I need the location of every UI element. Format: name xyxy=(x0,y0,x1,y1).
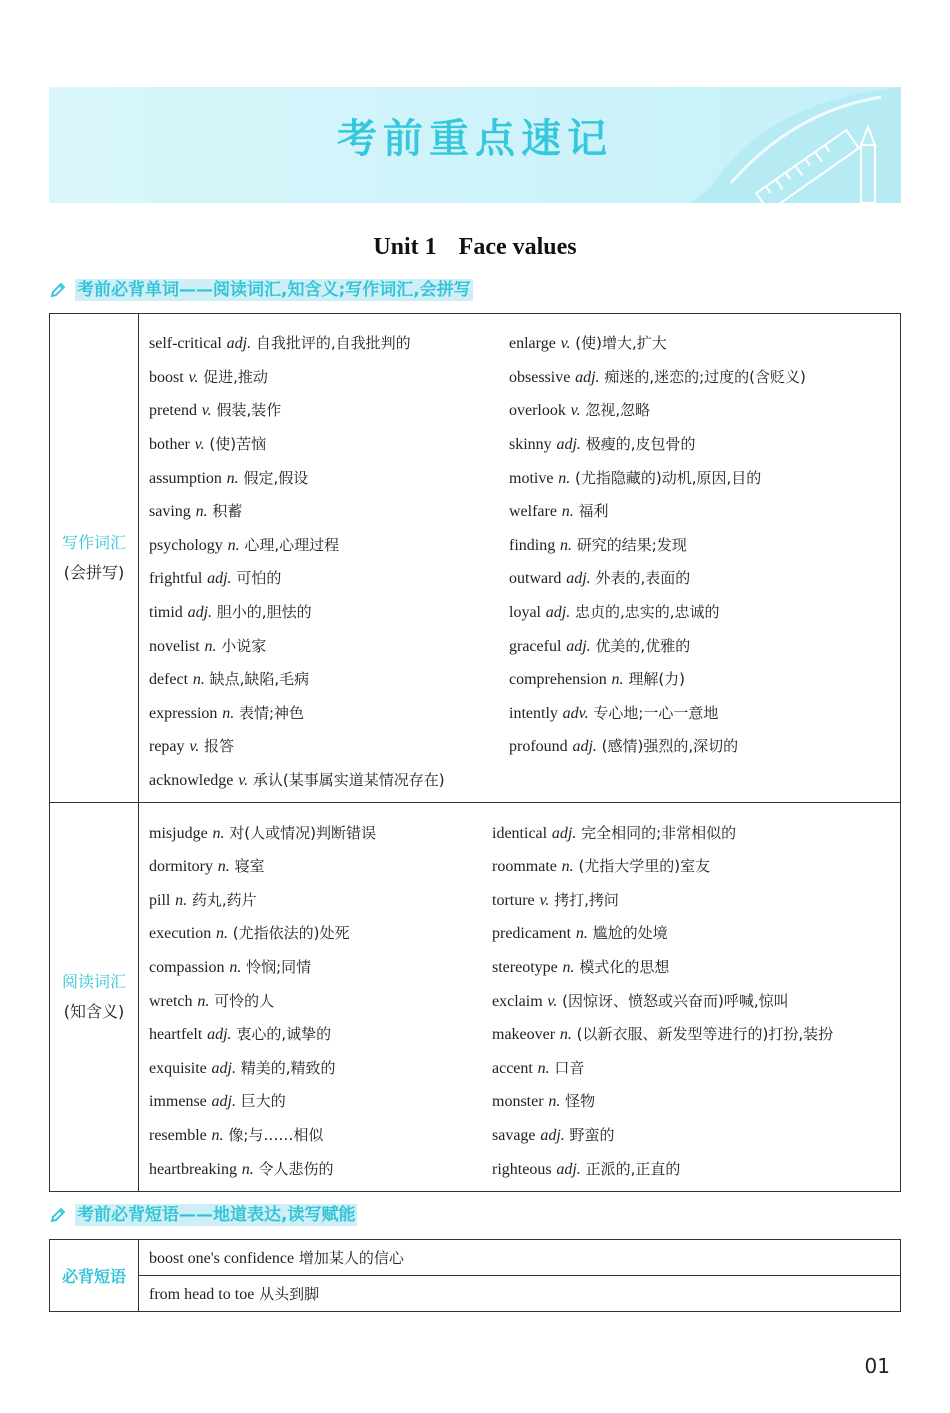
vocab-word: exclaim xyxy=(492,992,543,1010)
vocab-meaning: 报答 xyxy=(204,737,235,756)
vocab-word: outward xyxy=(509,570,562,588)
reading-section xyxy=(50,803,901,1192)
vocab-entry xyxy=(492,956,669,977)
vocab-meaning: 口音 xyxy=(554,1058,585,1077)
vocab-meaning: 拷打,拷问 xyxy=(554,890,619,909)
vocab-row xyxy=(149,561,890,595)
vocab-word: righteous xyxy=(492,1160,552,1178)
vocab-word: saving xyxy=(149,503,191,521)
vocab-entry xyxy=(149,500,509,521)
vocab-entry xyxy=(509,433,695,454)
vocab-pos: n. xyxy=(561,858,574,876)
vocab-meaning: 研究的结果;发现 xyxy=(576,535,687,554)
vocab-pos: adj. xyxy=(566,570,591,588)
vocab-word: misjudge xyxy=(149,824,208,842)
vocab-word: heartbreaking xyxy=(149,1160,237,1178)
vocab-entry xyxy=(492,1023,833,1044)
writing-category-name: 写作词汇 xyxy=(61,533,126,553)
vocab-entry xyxy=(509,332,667,353)
section-heading-phrases xyxy=(49,1204,357,1226)
vocab-pos: adj. xyxy=(545,604,571,622)
vocab-row xyxy=(149,595,890,629)
vocab-entry xyxy=(492,855,710,876)
phrases-table xyxy=(49,1239,901,1312)
vocab-row xyxy=(149,1084,890,1118)
vocab-entry xyxy=(149,855,492,876)
vocab-word: pretend xyxy=(149,402,197,420)
vocab-entry xyxy=(492,990,789,1011)
vocab-meaning: (感情)强烈的,深切的 xyxy=(601,737,739,756)
vocab-word: pill xyxy=(149,891,171,909)
vocab-word: intently xyxy=(509,704,558,722)
vocab-entry xyxy=(509,500,609,521)
vocab-word: expression xyxy=(149,704,218,722)
vocab-meaning: 野蛮的 xyxy=(569,1125,615,1144)
vocab-pos: n. xyxy=(562,958,575,976)
vocab-row xyxy=(149,1118,890,1152)
unit-name: Face values xyxy=(458,234,577,260)
vocab-pos: n. xyxy=(548,1093,561,1111)
vocab-word: acknowledge xyxy=(149,772,234,790)
vocab-pos: n. xyxy=(558,469,571,487)
page-number: 01 xyxy=(864,1354,890,1378)
pencil-icon xyxy=(49,281,67,299)
writing-category-sub: (会拼写) xyxy=(63,563,125,583)
vocab-pos: v. xyxy=(570,402,581,420)
vocab-pos: v. xyxy=(539,891,550,909)
pencil-icon xyxy=(49,1206,67,1224)
unit-title xyxy=(0,234,950,261)
vocab-pos: adj. xyxy=(207,1026,232,1044)
vocab-row xyxy=(149,494,890,528)
vocab-word: finding xyxy=(509,536,556,554)
vocab-entry xyxy=(149,668,509,689)
vocab-meaning: 完全相同的;非常相似的 xyxy=(581,823,737,842)
vocab-pos: v. xyxy=(189,738,200,756)
vocab-word: profound xyxy=(509,738,568,756)
vocab-word: bother xyxy=(149,436,190,454)
vocab-meaning: 忽视,忽略 xyxy=(585,401,651,420)
vocab-pos: adj. xyxy=(211,1093,236,1111)
vocab-pos: adj. xyxy=(226,335,252,353)
vocab-row xyxy=(149,528,890,562)
vocab-meaning: 承认(某事属实道某情况存在) xyxy=(252,771,445,790)
vocab-meaning: 像;与……相似 xyxy=(228,1125,324,1144)
vocab-pos: n. xyxy=(175,891,188,909)
vocab-pos: n. xyxy=(226,469,239,487)
vocab-word: novelist xyxy=(149,637,200,655)
vocab-row xyxy=(149,393,890,427)
vocab-row xyxy=(149,950,890,984)
vocab-pos: v. xyxy=(560,335,571,353)
reading-category-sub: (知含义) xyxy=(63,1002,125,1022)
vocab-word: self-critical xyxy=(149,335,222,353)
vocab-pos: n. xyxy=(611,671,624,689)
vocab-meaning: (尤指隐藏的)动机,原因,目的 xyxy=(575,468,762,487)
vocab-entry xyxy=(492,1124,615,1145)
writing-words xyxy=(139,314,901,803)
vocab-entry xyxy=(509,467,761,488)
vocab-row xyxy=(149,1050,890,1084)
vocab-pos: n. xyxy=(575,925,588,943)
vocab-entry xyxy=(149,399,509,420)
vocab-word: graceful xyxy=(509,637,562,655)
vocab-pos: n. xyxy=(227,536,240,554)
vocab-meaning: 表情;神色 xyxy=(239,703,305,722)
vocab-pos: n. xyxy=(559,1026,572,1044)
vocab-entry xyxy=(149,534,509,555)
vocab-pos: n. xyxy=(222,704,235,722)
vocab-meaning: (尤指大学里的)室友 xyxy=(578,857,711,876)
vocab-word: monster xyxy=(492,1093,544,1111)
vocab-meaning: 小说家 xyxy=(221,636,267,655)
phrase-en: boost one's confidence xyxy=(149,1250,295,1267)
vocab-entry xyxy=(149,769,509,790)
vocab-meaning: 极瘦的,皮包骨的 xyxy=(585,435,696,454)
vocab-meaning: 怜悯;同情 xyxy=(246,957,312,976)
vocab-meaning: 可怕的 xyxy=(236,569,282,588)
vocab-word: makeover xyxy=(492,1026,556,1044)
vocab-word: enlarge xyxy=(509,335,556,353)
vocab-entry xyxy=(149,702,509,723)
writing-category xyxy=(50,314,139,803)
vocab-word: obsessive xyxy=(509,368,571,386)
vocab-meaning: 自我批评的,自我批判的 xyxy=(255,334,411,353)
vocab-pos: n. xyxy=(215,925,228,943)
vocab-word: assumption xyxy=(149,469,222,487)
section-heading-text: 考前必背单词——阅读词汇,知含义;写作词汇,会拼写 xyxy=(77,280,471,300)
vocab-entry xyxy=(149,332,509,353)
vocab-meaning: 对(人或情况)判断错误 xyxy=(229,823,376,842)
vocab-pos: n. xyxy=(241,1160,254,1178)
vocab-row xyxy=(149,1017,890,1051)
title-banner xyxy=(49,87,901,203)
vocab-entry xyxy=(149,366,509,387)
vocab-entry xyxy=(509,635,690,656)
vocab-entry xyxy=(509,567,690,588)
vocab-word: defect xyxy=(149,671,189,689)
vocab-entry xyxy=(149,735,509,756)
vocab-word: timid xyxy=(149,604,183,622)
vocab-pos: adj. xyxy=(566,637,591,655)
vocab-pos: n. xyxy=(561,503,574,521)
vocab-meaning: (使)增大,扩大 xyxy=(575,334,667,353)
vocab-entry xyxy=(149,956,492,977)
vocab-meaning: 促进,推动 xyxy=(203,367,268,386)
vocab-word: motive xyxy=(509,469,554,487)
vocab-row xyxy=(149,729,890,763)
vocab-row xyxy=(149,883,890,917)
vocab-meaning: 假定,假设 xyxy=(243,468,309,487)
vocab-entry xyxy=(149,922,492,943)
vocab-entry xyxy=(509,735,738,756)
phrase-en: from head to toe xyxy=(149,1286,255,1303)
vocab-row xyxy=(149,427,890,461)
vocab-meaning: (因惊讶、愤怒或兴奋而)呼喊,惊叫 xyxy=(562,991,789,1010)
vocab-entry xyxy=(509,702,718,723)
vocab-entry xyxy=(509,399,650,420)
vocab-word: predicament xyxy=(492,925,572,943)
vocab-pos: adj. xyxy=(572,738,597,756)
vocab-entry xyxy=(492,1158,680,1179)
vocab-meaning: 模式化的思想 xyxy=(579,957,670,976)
vocab-row xyxy=(149,1151,890,1185)
vocab-word: resemble xyxy=(149,1126,207,1144)
phrase-zh: 增加某人的信心 xyxy=(298,1249,404,1267)
vocab-meaning: 衷心的,诚挚的 xyxy=(236,1025,332,1044)
vocab-pos: adj. xyxy=(575,368,600,386)
vocab-entry xyxy=(149,601,509,622)
vocab-entry xyxy=(149,822,492,843)
vocab-row xyxy=(149,360,890,394)
vocab-meaning: 忠贞的,忠实的,忠诚的 xyxy=(575,603,720,622)
vocab-pos: v. xyxy=(188,368,199,386)
vocab-meaning: 精美的,精致的 xyxy=(240,1058,336,1077)
vocab-row xyxy=(149,460,890,494)
vocab-pos: n. xyxy=(195,503,208,521)
vocab-meaning: (尤指依法的)处死 xyxy=(232,924,350,943)
vocab-word: frightful xyxy=(149,570,203,588)
vocab-table xyxy=(49,313,901,1192)
section-heading-text: 考前必背短语——地道表达,读写赋能 xyxy=(77,1205,356,1225)
vocab-pos: adj. xyxy=(207,570,232,588)
vocab-meaning: 痴迷的,迷恋的;过度的(含贬义) xyxy=(604,367,806,386)
phrases-category: 必背短语 xyxy=(50,1240,139,1312)
vocab-word: accent xyxy=(492,1059,533,1077)
vocab-meaning: 怪物 xyxy=(565,1092,596,1111)
vocab-pos: adj. xyxy=(540,1126,565,1144)
vocab-entry xyxy=(149,433,509,454)
vocab-pos: v. xyxy=(547,992,558,1010)
vocab-entry xyxy=(492,822,736,843)
vocab-pos: v. xyxy=(201,402,212,420)
vocab-row xyxy=(149,983,890,1017)
vocab-meaning: 专心地;一心一意地 xyxy=(593,703,719,722)
vocab-word: repay xyxy=(149,738,185,756)
vocab-word: execution xyxy=(149,925,212,943)
vocab-meaning: 可怜的人 xyxy=(214,991,275,1010)
vocab-word: boost xyxy=(149,368,184,386)
vocab-meaning: (使)苦恼 xyxy=(209,435,267,454)
vocab-meaning: 外表的,表面的 xyxy=(595,569,691,588)
vocab-entry xyxy=(149,1090,492,1111)
vocab-entry xyxy=(149,990,492,1011)
vocab-entry xyxy=(149,1158,492,1179)
vocab-entry xyxy=(149,889,492,910)
vocab-word: wretch xyxy=(149,992,193,1010)
vocab-row xyxy=(149,763,890,797)
vocab-entry xyxy=(509,534,687,555)
vocab-row xyxy=(149,628,890,662)
vocab-entry xyxy=(492,1057,584,1078)
vocab-word: welfare xyxy=(509,503,557,521)
vocab-row xyxy=(149,326,890,360)
vocab-word: savage xyxy=(492,1126,536,1144)
vocab-entry xyxy=(509,601,720,622)
vocab-entry xyxy=(149,567,509,588)
vocab-word: torture xyxy=(492,891,535,909)
phrase-row xyxy=(139,1276,901,1312)
vocab-word: skinny xyxy=(509,436,552,454)
reading-category-name: 阅读词汇 xyxy=(61,972,126,992)
vocab-meaning: 巨大的 xyxy=(240,1092,286,1111)
phrase-row xyxy=(139,1240,901,1276)
vocab-word: psychology xyxy=(149,536,223,554)
vocab-word: comprehension xyxy=(509,671,607,689)
vocab-pos: n. xyxy=(211,1126,224,1144)
vocab-entry xyxy=(492,1090,595,1111)
vocab-word: exquisite xyxy=(149,1059,207,1077)
vocab-meaning: 胆小的,胆怯的 xyxy=(216,603,312,622)
vocab-meaning: 正派的,正直的 xyxy=(585,1159,681,1178)
vocab-word: overlook xyxy=(509,402,566,420)
vocab-word: stereotype xyxy=(492,958,558,976)
vocab-pos: n. xyxy=(217,858,230,876)
vocab-meaning: 福利 xyxy=(578,502,609,521)
vocab-pos: n. xyxy=(560,536,572,554)
vocab-meaning: 心理,心理过程 xyxy=(244,535,340,554)
vocab-meaning: 假装,装作 xyxy=(216,401,282,420)
vocab-pos: adj. xyxy=(211,1059,236,1077)
vocab-pos: adv. xyxy=(562,704,589,722)
vocab-pos: n. xyxy=(537,1059,550,1077)
banner-title: 考前重点速记 xyxy=(337,116,613,162)
vocab-entry xyxy=(149,1124,492,1145)
vocab-entry xyxy=(149,467,509,488)
vocab-pos: adj. xyxy=(556,1160,581,1178)
unit-label: Unit 1 xyxy=(373,234,437,260)
vocab-word: compassion xyxy=(149,958,225,976)
vocab-meaning: 优美的,优雅的 xyxy=(595,636,691,655)
vocab-row xyxy=(149,696,890,730)
vocab-row xyxy=(149,849,890,883)
vocab-meaning: 药丸,药片 xyxy=(191,890,257,909)
vocab-entry xyxy=(149,1057,492,1078)
vocab-pos: n. xyxy=(212,824,225,842)
vocab-entry xyxy=(509,366,806,387)
vocab-entry xyxy=(492,889,619,910)
vocab-pos: n. xyxy=(229,958,242,976)
vocab-pos: v. xyxy=(194,436,205,454)
vocab-entry xyxy=(492,922,668,943)
vocab-row xyxy=(149,662,890,696)
vocab-word: heartfelt xyxy=(149,1026,203,1044)
vocab-meaning: 令人悲伤的 xyxy=(258,1159,334,1178)
vocab-word: dormitory xyxy=(149,858,213,876)
phrase-zh: 从头到脚 xyxy=(259,1285,320,1303)
vocab-meaning: 缺点,缺陷,毛病 xyxy=(209,670,310,689)
vocab-pos: v. xyxy=(238,772,249,790)
vocab-meaning: 积蓄 xyxy=(212,502,243,521)
vocab-pos: adj. xyxy=(187,604,213,622)
vocab-pos: n. xyxy=(204,637,217,655)
reading-words xyxy=(139,803,901,1192)
vocab-meaning: (以新衣服、新发型等进行的)打扮,装扮 xyxy=(576,1025,834,1044)
vocab-entry xyxy=(149,635,509,656)
vocab-word: identical xyxy=(492,824,548,842)
vocab-meaning: 理解(力) xyxy=(628,670,686,689)
vocab-word: immense xyxy=(149,1093,207,1111)
vocab-word: loyal xyxy=(509,604,541,622)
vocab-row xyxy=(149,916,890,950)
vocab-pos: n. xyxy=(192,671,205,689)
vocab-pos: n. xyxy=(197,992,210,1010)
vocab-pos: adj. xyxy=(556,436,581,454)
vocab-entry xyxy=(509,668,685,689)
vocab-pos: adj. xyxy=(551,824,577,842)
writing-section xyxy=(50,314,901,803)
section-heading-words xyxy=(49,279,473,301)
vocab-meaning: 尴尬的处境 xyxy=(592,924,668,943)
vocab-word: roommate xyxy=(492,858,557,876)
vocab-meaning: 寝室 xyxy=(234,857,265,876)
reading-category xyxy=(50,803,139,1192)
vocab-row xyxy=(149,815,890,849)
vocab-entry xyxy=(149,1023,492,1044)
